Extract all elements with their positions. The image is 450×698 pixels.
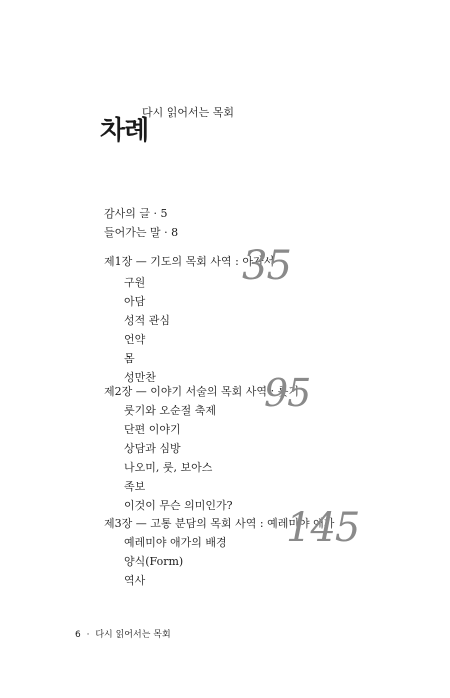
chapter-2-section: 족보 [124,480,146,493]
chapter-1-page-number: 35 [242,243,291,289]
chapter-2-heading: 제2장 — 이야기 서술의 목회 사역 : 룻기 [104,385,299,398]
chapter-2-section: 룻기와 오순절 축제 [124,404,217,417]
chapter-1-heading: 제1장 — 기도의 목회 사역 : 아가서 [104,255,275,268]
chapter-1-section: 몸 [124,352,135,365]
chapter-1-section: 구원 [124,276,146,289]
chapter-2-section: 이것이 무슨 의미인가? [124,499,233,512]
chapter-2-section: 상담과 심방 [124,442,181,455]
page-footer [75,627,171,640]
chapter-2-section: 나오미, 룻, 보아스 [124,461,213,474]
footer-page-number: 6 [75,630,81,640]
front-matter-introduction: 들어가는 말 · 8 [104,226,179,239]
chapter-3-heading: 제3장 — 고통 분담의 목회 사역 : 예레미야 애가 [104,517,335,530]
front-matter-acknowledgements: 감사의 글 · 5 [104,207,168,220]
chapter-3-page-number: 145 [286,505,360,551]
footer-book-title: 다시 읽어서는 목회 [95,630,171,640]
chapter-1-section: 아담 [124,295,146,308]
chapter-1-section: 언약 [124,333,146,346]
toc-title: 차례 [100,116,149,146]
chapter-1-section: 성적 관심 [124,314,171,327]
chapter-2-page-number: 95 [264,371,311,415]
chapter-1-section: 성만찬 [124,371,156,384]
chapter-3-section: 예레미야 애가의 배경 [124,536,227,549]
footer-separator: · [86,630,90,640]
chapter-3-section: 역사 [124,574,146,587]
chapter-2-section: 단편 이야기 [124,423,181,436]
toc-subtitle: 다시 읽어서는 목회 [142,106,235,119]
chapter-3-section: 양식(Form) [124,555,184,568]
